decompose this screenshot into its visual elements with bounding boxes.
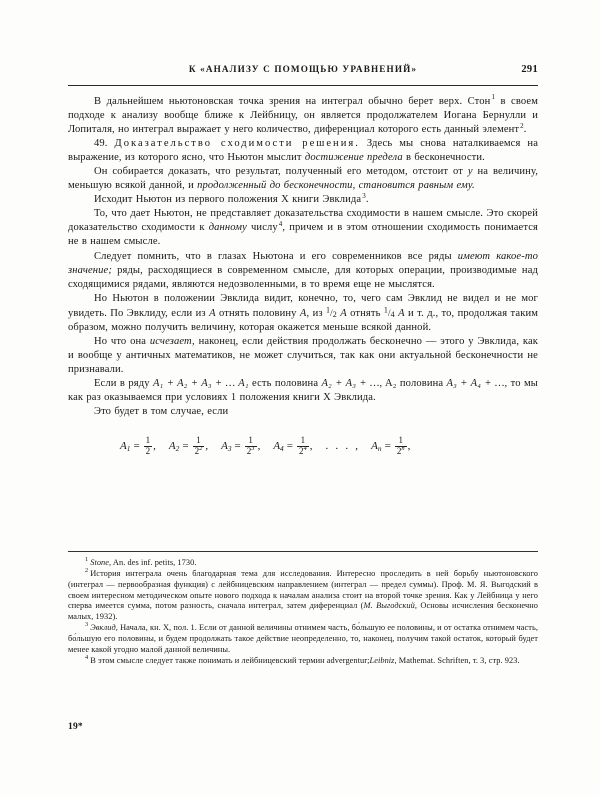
running-head-title: К «АНАЛИЗУ С ПОМОЩЬЮ УРАВНЕНИЙ» [188, 64, 418, 74]
p9-text-4: то мы как раз оказываемся при условиях 1 положения книги X Эвклида. [68, 377, 538, 403]
paragraph-8 [68, 335, 538, 377]
formula-equals-sign: = [133, 440, 140, 453]
formula-separator: , [153, 440, 156, 453]
p7-var-a-4: A [398, 307, 405, 319]
p8-text-1: Но что она [94, 335, 147, 347]
running-head [68, 64, 538, 82]
p7-fraction-one-half: $^1/_2$ [325, 305, 337, 319]
footnote-ref-4[interactable]: 4 [278, 219, 283, 228]
footnote-text: An. des inf. petits, 1730. [112, 558, 197, 567]
p5-text-1: То, что дает Ньютон, не представляет доказательства сходимости в нашем смысле. Это скорей доказательство сходимости к [68, 208, 538, 234]
p4-text: Исходит Ньютон из первого положения X книги Эвклида [94, 194, 362, 206]
p9-series-1: A₁ + A₂ + A₃ + … A₁ [152, 377, 249, 389]
formula-equals-sign: = [286, 440, 293, 453]
formula-term-4 [273, 436, 312, 456]
formula-term-n [371, 436, 410, 456]
paragraph-1 [68, 95, 538, 137]
footnote-text: История интеграла очень благодарная тема для исследования. Интересно проследить в ней борьбу ньютоновского (интеграл — первообразная функция) с лейбницевским направлением (интеграл — предел суммы). Проф. М. Я. Выгодский в своем интересном методическом опыте нового подхода к началам анализа стоит на второй точке зрения. Как у Лейбница у него сперва имеется сумма, потом разность, сначала интеграл, затем диференциал ( [68, 568, 538, 611]
footnote-text-tail: Mathemat. Schriften, т. 3, стр. 923. [398, 655, 520, 665]
footnote-2 [68, 569, 538, 623]
footnote-3 [68, 623, 538, 656]
footnote-citation-author: Leibniz, [369, 655, 397, 665]
footnote-ref-3[interactable]: 3 [362, 191, 366, 200]
header-rule [68, 85, 538, 86]
p3-emphasis: продолженный до бесконечности, становится равным ему. [197, 180, 475, 192]
p2-emphasis: достижение предела [304, 152, 403, 164]
fraction-numerator: 1 [196, 435, 201, 446]
formula-term-2 [169, 436, 208, 456]
p7-var-a-2: A [299, 307, 307, 319]
fraction-numerator: 1 [145, 435, 151, 446]
formula-separator: , [309, 440, 313, 453]
p1-rest: в своем подходе к анализу вообще ближе к Лейбницу, он является продолжателем Иогана Бернулли и Лопиталя, но интеграл выражает у него количество, диференциал которого есть данный элемент [68, 96, 539, 136]
p4-tail: . [365, 194, 369, 206]
footnote-citation-author: М. Выгодский, [363, 601, 417, 611]
formula-term-symbol: $A_2$ [168, 440, 180, 453]
footnote-marker: 4 [85, 653, 89, 661]
p7-text-5: и т. д., то, продолжая таким образом, можно получить величину, которая окажется меньше всякой данной. [68, 307, 538, 333]
fraction-denominator: 2$^n$ [396, 444, 405, 456]
formula-separator: , [257, 440, 261, 453]
p9-series-2: A₂ + A₃ + …, [321, 377, 383, 389]
p1-lead: В дальнейшем ньютоновская точка зрения на интеграл обычно берет верх. Стон [94, 96, 491, 107]
formula-equals-sign: = [234, 440, 241, 453]
footnote-1 [68, 558, 538, 569]
p9-text-3: A₂ половина [385, 377, 444, 389]
p5-text-2: числу [251, 222, 278, 234]
p5-emphasis: данному [208, 222, 247, 234]
p7-text-3: , из [306, 307, 323, 319]
formula-term-symbol: $A_4$ [273, 440, 284, 453]
footnote-text: Начала, кн. X, пол. 1. Если от данной величины отнимем часть, бо́льшую ее половины, и от остатка отнимем часть, бо́льшую его половины, и будем продолжать такое действие неопределенно, то, наконец, получим такой остаток, который будет менее какой угодно малой данной величины. [68, 623, 538, 654]
fraction-denominator: $2^4$ [298, 444, 307, 456]
paragraph-10 [68, 405, 538, 419]
p7-var-a-1: A [209, 307, 216, 319]
paragraph-9 [68, 377, 538, 405]
footnote-author: Эвклид, [90, 623, 118, 633]
formula-separator: , [407, 440, 411, 453]
footnote-4 [68, 653, 538, 667]
p7-var-a-3: A [340, 307, 347, 319]
formula-term-symbol: $A_n$ [371, 440, 382, 453]
p2-tail: в бесконечности. [406, 152, 485, 164]
section-heading: Доказательство сходимости решения. [114, 138, 360, 150]
footnote-marker: 2 [85, 567, 89, 575]
paragraph-6 [68, 250, 538, 292]
fraction-numerator: 1 [398, 435, 403, 446]
footnote-list [68, 558, 538, 666]
p9-text-1: Если в ряду [94, 377, 150, 389]
formula-term-1 [120, 436, 156, 456]
p7-text-2: отнять половину [219, 307, 297, 319]
footnote-author: Stone, [90, 558, 112, 567]
page-content [68, 0, 538, 471]
p2-text: Здесь мы снова наталкиваемся на выражение, из которого ясно, что Ньютон мыслит [68, 138, 538, 164]
page-number: 291 [521, 64, 538, 75]
formula-term-symbol: $A_1$ [120, 440, 131, 453]
body-text [68, 95, 538, 419]
p7-fraction-one-quarter: $^1/_4$ [383, 305, 395, 319]
formula-separator: , [205, 440, 209, 453]
p8-emphasis: исчезает, [149, 335, 195, 347]
formula-term-symbol: $A_3$ [221, 440, 232, 453]
p9-series-3: A₃ + A₄ + …, [446, 377, 508, 389]
fraction-denominator: $2^3$ [246, 444, 255, 456]
paragraph-3 [68, 165, 538, 193]
footnote-ref-2[interactable]: 2 [520, 121, 524, 130]
paragraph-7 [68, 292, 538, 335]
footnote-text: В этом смысле следует также понимать и лейбницевский термин advergentur; [90, 655, 370, 665]
fraction-denominator: 2 [145, 445, 151, 456]
p1-tail: . [523, 124, 527, 136]
paragraph-4 [68, 193, 538, 207]
p6-text-2: ряды, расходящиеся в современном смысле, для которых операции, производимые над сходящимися рядами, являются недозволенными, в то время еще не мыслятся. [68, 264, 538, 290]
formula-expression [120, 436, 423, 456]
fraction-numerator: 1 [300, 435, 306, 446]
p8-text-2: наконец, если действия продолжать бесконечно — этого у Эвклида, как и вообще у античных математиков, не может случиться, так как они актуальной бесконечности не признавали. [68, 335, 539, 375]
p3-text-1: Он собирается доказать, что результат, полученный его методом, отстоит от [94, 166, 463, 178]
footnote-ref-1[interactable]: 1 [491, 93, 496, 102]
formula-fraction [144, 436, 153, 456]
p6-text-1: Следует помнить, что в глазах Ньютона и его современников все ряды [94, 250, 452, 262]
formula-equals-sign: = [384, 440, 391, 453]
signature-mark: 19* [68, 722, 83, 732]
formula-term-3 [221, 436, 260, 456]
p9-text-2: есть половина [252, 377, 319, 389]
p3-variable-y: y [467, 166, 473, 178]
formula-equals-sign: = [182, 440, 189, 453]
p5-text-3: , причем и в этом отношении сходимость понимается не в нашем смысле. [68, 222, 538, 248]
footnote-rule [68, 551, 538, 552]
formula-fraction [395, 436, 407, 456]
p6-emphasis: имеют какое-то значение; [68, 250, 538, 276]
footnote-marker: 3 [85, 621, 89, 629]
formula-fraction [245, 436, 257, 456]
formula-fraction [193, 436, 205, 456]
section-number: 49. [94, 138, 108, 150]
display-formula [68, 431, 538, 461]
formula-ellipsis: . . . , [325, 440, 361, 453]
p7-text-4: отнять [350, 307, 381, 319]
p7-text-1: Но Ньютон в положении Эвклида видит, конечно, то, чего сам Эвклид не видел и не мог увидеть. По Эвклиду, если из [68, 292, 538, 319]
formula-fraction [297, 436, 309, 456]
paragraph-2 [68, 137, 538, 165]
fraction-numerator: 1 [248, 435, 253, 446]
footnote-marker: 1 [85, 556, 89, 564]
fraction-denominator: $2^2$ [194, 444, 203, 456]
footnote-text-tail: Основы исчисления бесконечно малых, 1932). [68, 601, 538, 622]
p3-text-2: на величину, меньшую всякой данной, и [68, 166, 539, 192]
p10-text: Это будет в том случае, если [94, 406, 229, 418]
paragraph-5 [68, 207, 538, 249]
